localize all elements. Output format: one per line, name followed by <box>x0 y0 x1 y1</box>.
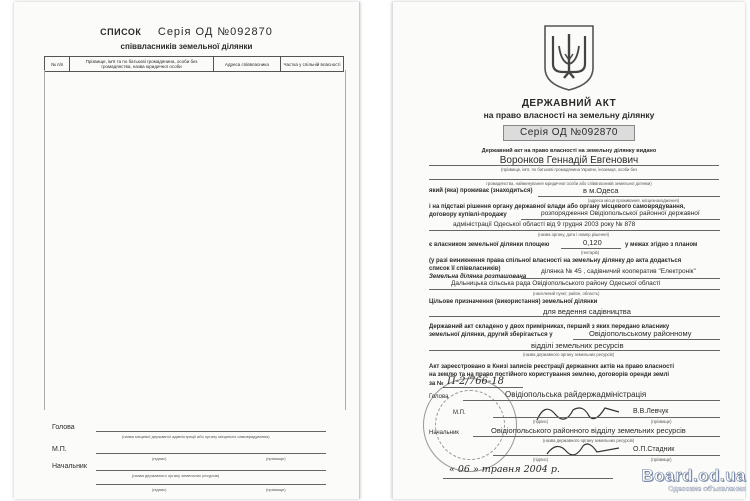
location-value-1: ділянка № 45 , садівничий кооператив "Електронік" <box>541 268 696 275</box>
chief-name: О.П.Стадник <box>633 446 675 453</box>
co-owners-list-page <box>14 2 360 499</box>
copies-line-2 <box>429 350 720 351</box>
act-intro: Державний акт на право власності на земельну ділянку видано <box>481 148 657 154</box>
mp-caption-left: (підпис) <box>533 419 549 424</box>
copies-line-1 <box>573 339 720 340</box>
location-line-2 <box>429 289 720 290</box>
location-label: Земельна ділянка розташована <box>429 274 527 280</box>
purpose-value: для ведення садівництва <box>543 307 631 316</box>
joint-text-1: (у разі виникнення права спільної власності на земельну ділянку до акта додається <box>429 258 682 264</box>
copies-text-2: земельної ділянки, другий зберігається у <box>429 332 553 338</box>
signature-caption-left: (підпис) <box>152 487 167 492</box>
purpose-label: Цільове призначення (використання) земельної ділянки <box>429 299 598 305</box>
list-stamp-label: М.П. <box>52 446 67 453</box>
signature-caption-left: (підпис) <box>152 456 167 461</box>
chief-sign-caption-left: (підпис) <box>533 457 549 462</box>
copies-text-1: Державний акт складено у двох примірниках, перший з яких передано власнику <box>429 324 670 330</box>
list-head-label: Голова <box>52 424 75 431</box>
chief-caption: (назва державного органу земельних ресурсів) <box>543 438 635 443</box>
resides-caption: (адреса місця проживання, місцезнаходження) <box>588 198 680 203</box>
purpose-line <box>429 316 720 317</box>
area-tail: у межах згідно з планом <box>625 242 698 248</box>
chief-line <box>473 436 720 437</box>
signature-caption: (назва державного органу земельних ресурсів) <box>132 473 220 478</box>
watermark-sub: Одесские объявления <box>668 486 746 493</box>
act-title: ДЕРЖАВНИЙ АКТ <box>521 98 617 109</box>
chief-sign-line <box>493 455 720 456</box>
head-label: Голова <box>429 394 449 400</box>
chief-value: Овідіопольського районного відділу земельних ресурсів <box>491 426 686 435</box>
issue-date: « 06 » травня 2004 р. <box>449 464 560 475</box>
copies-value-1: Овідіопольському районному <box>589 329 692 338</box>
signature-line <box>96 470 326 471</box>
col-header-address: Адреса співвласника <box>213 57 280 72</box>
watermark-main: Board.od.ua <box>641 466 746 485</box>
location-line-1 <box>521 278 720 279</box>
location-value-2: Дальницька сільська рада Овідіопольського району Одеської області <box>451 280 661 287</box>
list-subtitle: співвласників земельної ділянки <box>120 42 253 51</box>
owner-caption-2: громадянства, найменування юридичної особи або співвласників земельної ділянки) <box>486 181 652 186</box>
owner-line <box>429 165 719 166</box>
owner-line-2 <box>429 179 719 180</box>
list-head-signature <box>52 424 270 439</box>
list-series-number: Серія ОД №092870 <box>157 26 273 38</box>
col-header-share: Частка у спільній власності <box>281 57 344 72</box>
registered-text-2: на землю та на право постійного користування землею, договорів оренди землі <box>429 372 670 378</box>
list-title: СПИСОК <box>100 27 142 37</box>
resides-label: який (яка) проживає (знаходиться) <box>429 188 533 194</box>
signature-caption-right: (прізвище) <box>266 487 286 492</box>
act-subtitle: на право власності на земельну ділянку <box>483 110 655 120</box>
head-value: Овідіопольська райдержадміністрація <box>505 390 647 399</box>
owner-name: Воронков Геннадій Евгенович <box>499 155 639 166</box>
basis-line-1 <box>521 219 720 220</box>
date-line <box>443 478 613 479</box>
mp-name: В.В.Левчук <box>633 408 669 415</box>
chief-signature-icon <box>543 438 623 460</box>
basis-value-1: розпорядження Овідіопольської районної державної <box>541 210 700 217</box>
area-label: є власником земельної ділянки площею <box>429 242 550 248</box>
signature-caption-right: (прізвище) <box>266 456 286 461</box>
basis-line-2 <box>429 230 720 231</box>
basis-label-1: і на підставі рішення органу державної влади або органу місцевого самоврядування, <box>429 204 685 210</box>
trident-emblem-icon <box>543 24 595 92</box>
signature-caption: (назва місцевої державної адміністрації або органу місцевого самоврядування) <box>122 434 270 439</box>
registered-text-1: Акт зареєстровано в Книзі записів реєстрації державних актів на право власності <box>429 364 675 370</box>
registered-number-label: за № <box>429 381 444 387</box>
basis-caption: (назва органу, дата і номер рішення) <box>538 232 610 237</box>
list-chief-signature <box>52 463 220 478</box>
col-header-name: Прізвище, ім'я та по батькові громадянина, особи без громадянства, назва юридичної особи <box>70 57 213 72</box>
mp-caption-right: (прізвище) <box>651 419 672 424</box>
area-caption: (гектарів) <box>581 250 600 255</box>
list-chief-label: Начальник <box>52 463 87 470</box>
site-watermark <box>641 466 746 493</box>
list-stamp-signature <box>52 446 286 461</box>
signature-line <box>96 484 326 485</box>
list-header <box>14 26 359 38</box>
mp-label: М.П. <box>453 410 466 416</box>
basis-value-2: адміністрації Одеської області від 9 грудня 2003 року № 878 <box>453 221 636 228</box>
basis-label-2: договору купівлі-продажу <box>429 212 507 218</box>
resides-line <box>538 196 720 197</box>
mp-line <box>493 417 720 418</box>
signature-line <box>96 453 326 454</box>
location-caption: (населений пункт, район, область) <box>533 291 600 296</box>
resides-value: в м.Одеса <box>583 186 619 195</box>
act-series-number: Серія ОД №092870 <box>503 125 635 141</box>
state-act-page <box>392 2 745 499</box>
signature-line <box>96 431 326 432</box>
chief-sign-caption-right: (прізвище) <box>651 457 672 462</box>
copies-value-2: відділі земельних ресурсів <box>531 341 624 350</box>
registered-number-value: П-2/766-18 <box>447 376 505 387</box>
table-body-frame <box>44 70 346 410</box>
owner-caption-1: (прізвище, ім'я, по батькові громадянина України, іноземця, особи без <box>500 167 638 172</box>
col-header-number: № п/п <box>45 57 70 72</box>
chief-label: Начальник <box>429 430 459 436</box>
copies-caption: (назва державного органу земельних ресурсів) <box>523 352 615 357</box>
area-value: 0,120 <box>583 238 602 247</box>
joint-text-2: список її співвласників) <box>429 266 501 272</box>
area-line <box>561 248 621 249</box>
